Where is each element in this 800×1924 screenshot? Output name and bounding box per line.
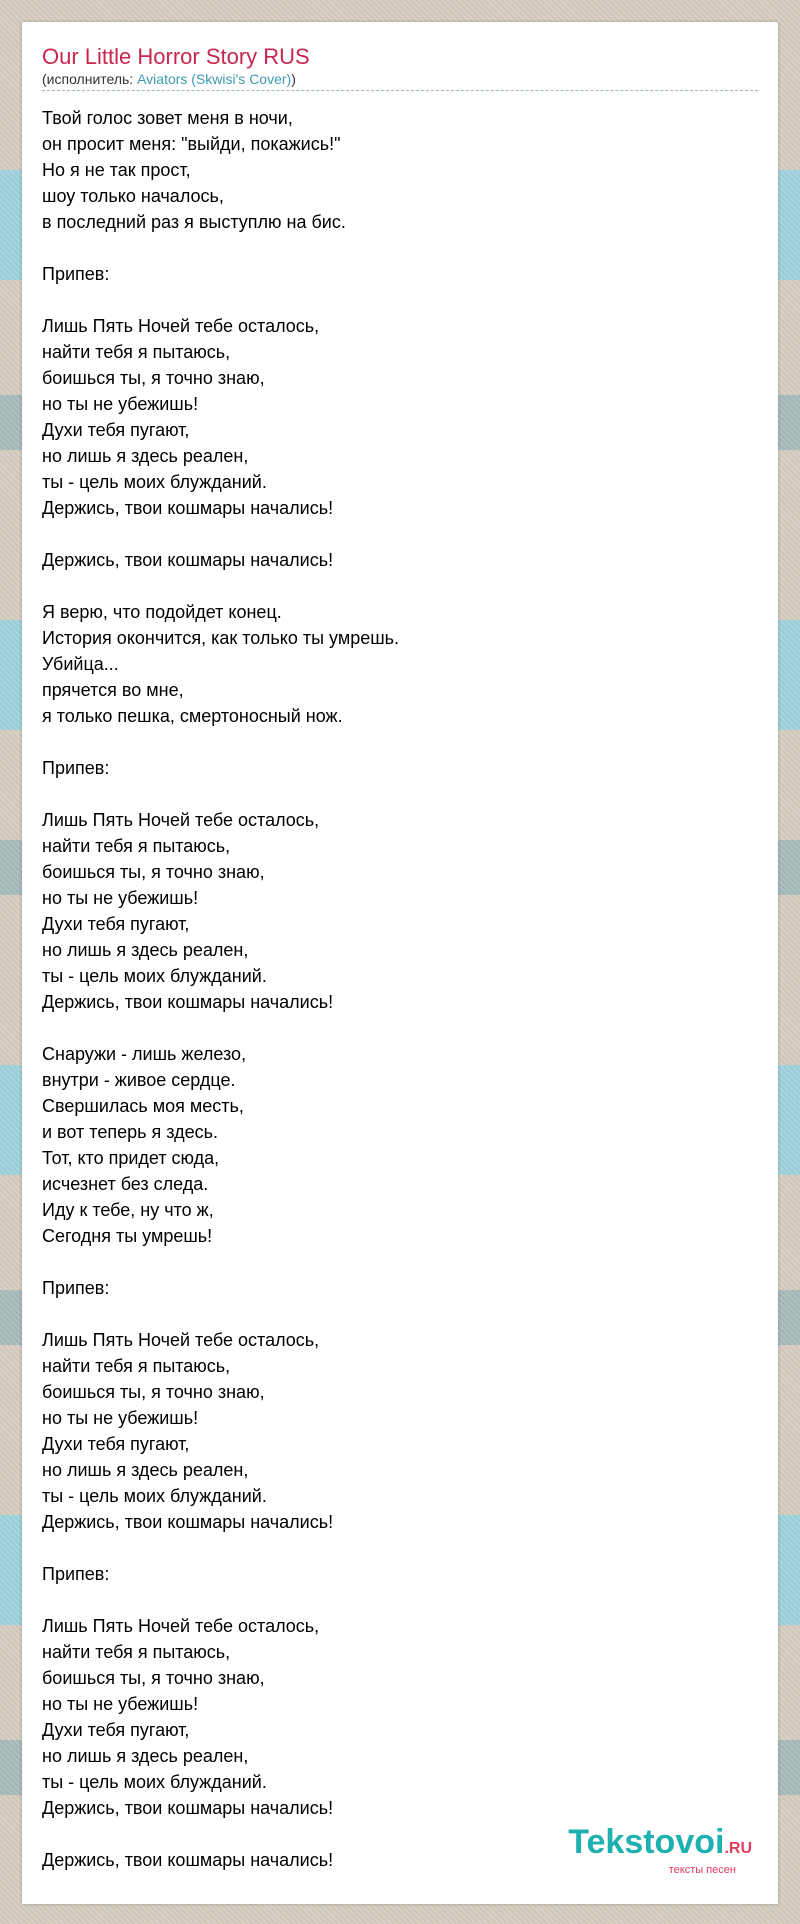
- lyric-line: Духи тебя пугают,: [42, 1720, 190, 1740]
- lyric-line: Лишь Пять Ночей тебе осталось,: [42, 810, 320, 830]
- performer-link[interactable]: Aviators (Skwisi's Cover): [137, 71, 292, 87]
- lyric-line: [42, 1301, 758, 1327]
- lyric-line: История окончится, как только ты умрешь.: [42, 628, 400, 648]
- lyric-line: Припев:: [42, 758, 110, 778]
- lyric-line: Лишь Пять Ночей тебе осталось,: [42, 1330, 320, 1350]
- lyric-line: Твой голос зовет меня в ночи,: [42, 108, 293, 128]
- lyric-line: Припев:: [42, 264, 110, 284]
- site-logo[interactable]: [568, 1825, 752, 1876]
- lyric-line: но ты не убежишь!: [42, 888, 199, 908]
- performer-prefix: (исполнитель:: [42, 71, 138, 87]
- lyric-line: ты - цель моих блужданий.: [42, 472, 267, 492]
- lyric-line: внутри - живое сердце.: [42, 1070, 236, 1090]
- lyric-line: шоу только началось,: [42, 186, 224, 206]
- lyrics-text: [42, 105, 758, 1873]
- lyric-line: [42, 781, 758, 807]
- lyric-line: Припев:: [42, 1278, 110, 1298]
- lyric-line: ты - цель моих блужданий.: [42, 1772, 267, 1792]
- lyric-line: [42, 1249, 758, 1275]
- lyric-line: но ты не убежишь!: [42, 1694, 199, 1714]
- lyric-line: Держись, твои кошмары начались!: [42, 1512, 334, 1532]
- lyric-line: Но я не так прост,: [42, 160, 191, 180]
- lyric-line: [42, 1015, 758, 1041]
- lyric-line: Иду к тебе, ну что ж,: [42, 1200, 214, 1220]
- lyric-line: Тот, кто придет сюда,: [42, 1148, 220, 1168]
- lyric-line: [42, 287, 758, 313]
- lyric-line: но лишь я здесь реален,: [42, 940, 249, 960]
- lyric-line: но лишь я здесь реален,: [42, 1746, 249, 1766]
- lyric-line: он просит меня: "выйди, покажись!": [42, 134, 341, 154]
- lyric-line: Духи тебя пугают,: [42, 420, 190, 440]
- lyric-line: [42, 521, 758, 547]
- lyric-line: Я верю, что подойдет конец.: [42, 602, 282, 622]
- lyric-line: но лишь я здесь реален,: [42, 1460, 249, 1480]
- lyric-line: Сегодня ты умрешь!: [42, 1226, 213, 1246]
- lyric-line: Держись, твои кошмары начались!: [42, 550, 334, 570]
- lyric-line: Снаружи - лишь железо,: [42, 1044, 247, 1064]
- lyric-line: Держись, твои кошмары начались!: [42, 498, 334, 518]
- lyric-line: боишься ты, я точно знаю,: [42, 862, 265, 882]
- lyric-line: Лишь Пять Ночей тебе осталось,: [42, 1616, 320, 1636]
- lyric-line: найти тебя я пытаюсь,: [42, 836, 231, 856]
- lyric-line: но ты не убежишь!: [42, 1408, 199, 1428]
- lyric-line: [42, 729, 758, 755]
- lyric-line: Убийца...: [42, 654, 119, 674]
- logo-tld: .RU: [724, 1840, 752, 1857]
- lyric-line: боишься ты, я точно знаю,: [42, 1382, 265, 1402]
- lyric-line: найти тебя я пытаюсь,: [42, 1642, 231, 1662]
- lyric-line: [42, 573, 758, 599]
- performer-suffix: ): [291, 71, 296, 87]
- lyric-line: исчезнет без следа.: [42, 1174, 209, 1194]
- lyric-line: но ты не убежишь!: [42, 394, 199, 414]
- lyric-line: ты - цель моих блужданий.: [42, 1486, 267, 1506]
- song-title: Our Little Horror Story RUS: [42, 44, 310, 69]
- lyric-line: найти тебя я пытаюсь,: [42, 1356, 231, 1376]
- lyric-line: Припев:: [42, 1564, 110, 1584]
- lyrics-card: [22, 22, 778, 1904]
- logo-tagline: тексты песен: [668, 1864, 736, 1876]
- lyric-line: в последний раз я выступлю на бис.: [42, 212, 346, 232]
- lyric-line: найти тебя я пытаюсь,: [42, 342, 231, 362]
- lyric-line: [42, 1587, 758, 1613]
- lyric-line: прячется во мне,: [42, 680, 184, 700]
- lyric-line: Свершилась моя месть,: [42, 1096, 244, 1116]
- lyric-line: Духи тебя пугают,: [42, 914, 190, 934]
- lyric-line: Лишь Пять Ночей тебе осталось,: [42, 316, 320, 336]
- logo-name: Tekstovoi: [568, 1823, 725, 1861]
- lyric-line: я только пешка, смертоносный нож.: [42, 706, 343, 726]
- lyric-line: Держись, твои кошмары начались!: [42, 1850, 334, 1870]
- lyric-line: Духи тебя пугают,: [42, 1434, 190, 1454]
- lyric-line: [42, 1535, 758, 1561]
- lyric-line: боишься ты, я точно знаю,: [42, 368, 265, 388]
- lyric-line: Держись, твои кошмары начались!: [42, 1798, 334, 1818]
- lyric-line: и вот теперь я здесь.: [42, 1122, 218, 1142]
- lyric-line: Держись, твои кошмары начались!: [42, 992, 334, 1012]
- lyric-line: боишься ты, я точно знаю,: [42, 1668, 265, 1688]
- lyric-line: ты - цель моих блужданий.: [42, 966, 267, 986]
- lyric-line: [42, 235, 758, 261]
- lyric-line: но лишь я здесь реален,: [42, 446, 249, 466]
- performer-line: [42, 70, 758, 91]
